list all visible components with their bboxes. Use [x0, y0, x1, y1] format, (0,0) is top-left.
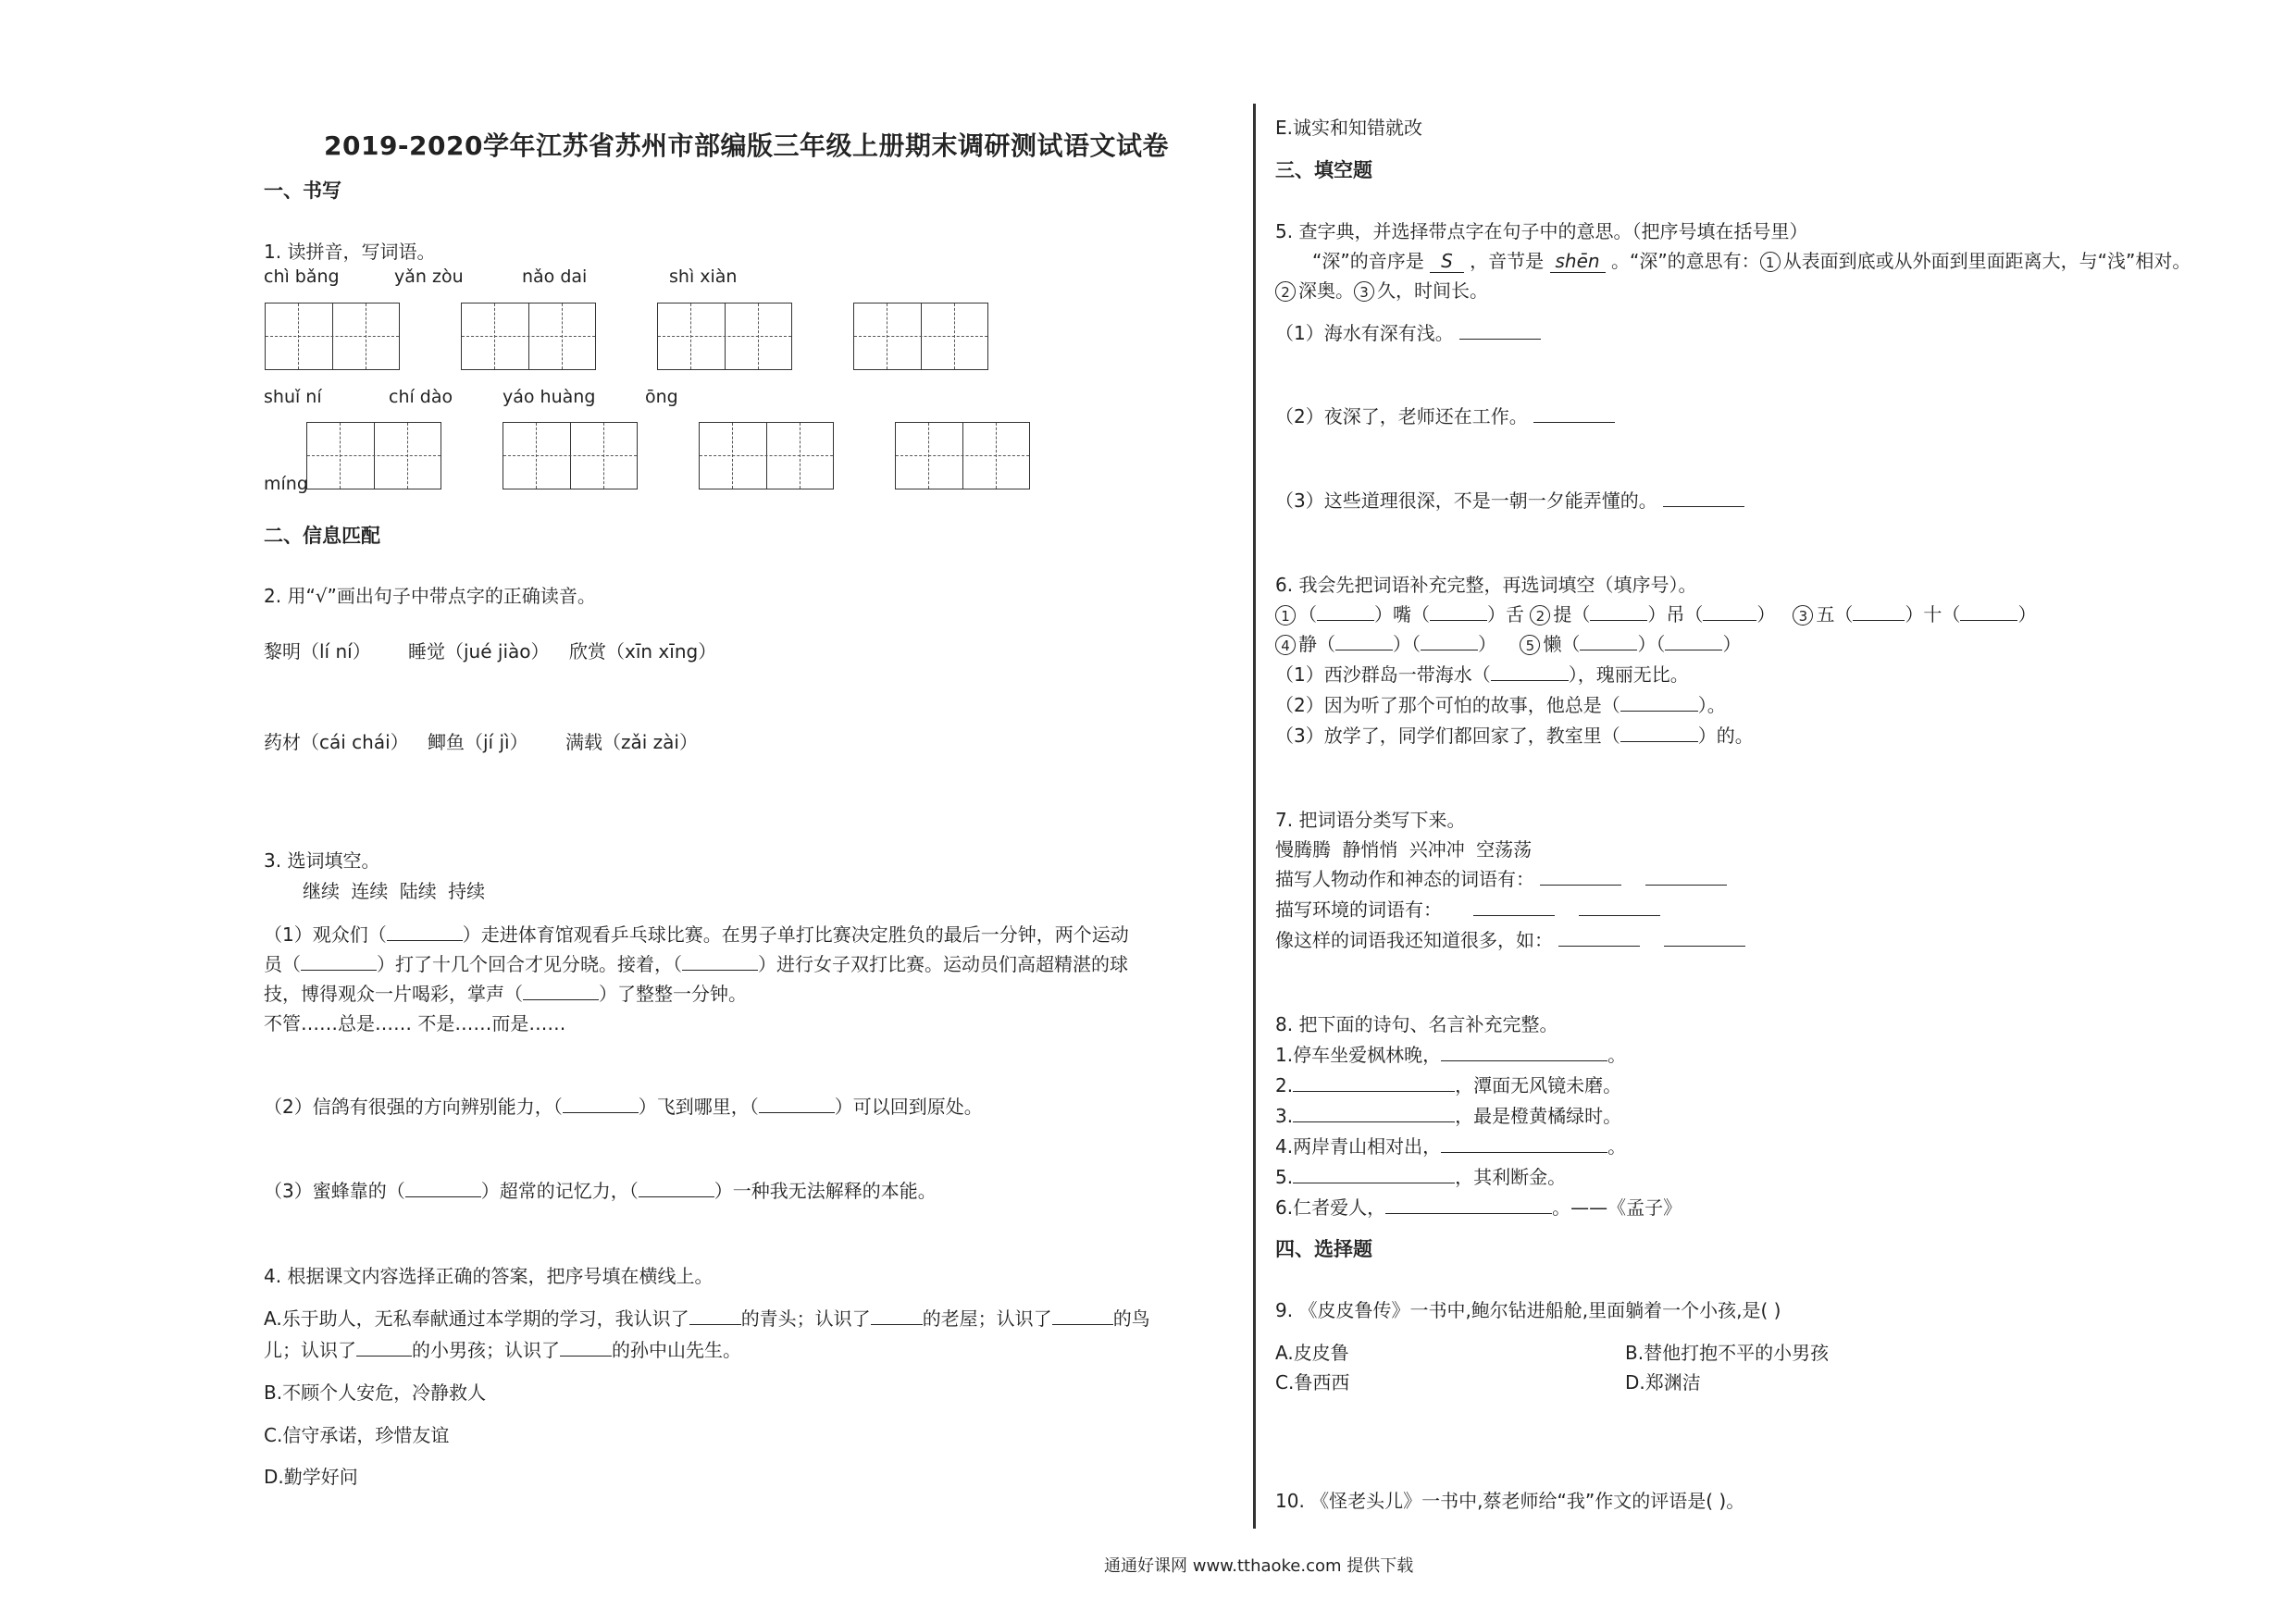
- blank[interactable]: [1459, 322, 1541, 340]
- blank[interactable]: [560, 1339, 612, 1357]
- q2-option: 睡觉（jué jiào）: [408, 640, 550, 663]
- question-9: 9. 《皮皮鲁传》一书中,鲍尔钻进船舱,里面躺着一个小孩,是( ): [1275, 1299, 1781, 1321]
- text: 3.: [1275, 1105, 1294, 1127]
- writing-grid[interactable]: [657, 303, 792, 370]
- q3-item-2: [264, 1092, 983, 1119]
- blank[interactable]: [1558, 929, 1640, 947]
- section-fill-blank: 三、填空题: [1275, 159, 1372, 181]
- circled-number: 4: [1275, 635, 1296, 655]
- pinyin-ming: míng: [264, 474, 308, 494]
- text: ）: [2017, 603, 2037, 626]
- text: 的老屋；认识了: [922, 1307, 1052, 1330]
- text: ）十（: [1905, 603, 1961, 626]
- q4-option-b: B.不顾个人安危，冷静救人: [264, 1381, 487, 1404]
- text: 的鸟: [1112, 1307, 1150, 1330]
- q8-item-1: [1275, 1040, 1626, 1067]
- q9-option-d[interactable]: D.郑渊洁: [1625, 1371, 1701, 1394]
- text: ）: [1478, 633, 1496, 655]
- blank[interactable]: [682, 953, 758, 971]
- text: （3）这些道理很深，不是一朝一夕能弄懂的。: [1275, 489, 1657, 512]
- q4-option-e: E.诚实和知错就改: [1275, 117, 1422, 139]
- text: ，音节是: [1470, 250, 1545, 272]
- text: ）走进体育馆观看乒乓球比赛。在男子单打比赛决定胜负的最后一分钟，两个运动: [462, 923, 1129, 946]
- q6-item-3: [1275, 721, 1754, 748]
- question-4: 4. 根据课文内容选择正确的答案，把序号填在横线上。: [264, 1265, 714, 1287]
- q4-option-d: D.勤学好问: [264, 1466, 358, 1488]
- writing-grid[interactable]: [699, 422, 834, 489]
- text: 提（: [1553, 603, 1591, 626]
- text: ）舌: [1487, 603, 1524, 626]
- text: 从表面到底或从外面到里面距离大，与“浅”相对。: [1782, 250, 2191, 272]
- blank[interactable]: [1703, 603, 1756, 621]
- blank[interactable]: [1052, 1307, 1113, 1325]
- blank[interactable]: [1421, 633, 1478, 650]
- question-6: 6. 我会先把词语补充完整，再选词填空（填序号）。: [1275, 574, 1697, 596]
- text: ）吊（: [1647, 603, 1704, 626]
- q6-row-1: [1275, 600, 2036, 626]
- text: 。: [1607, 1044, 1627, 1066]
- text: 4.两岸青山相对出，: [1275, 1135, 1442, 1158]
- pinyin-shuini: shuǐ ní: [264, 387, 322, 407]
- text: ）: [1756, 603, 1776, 626]
- text: ，潭面无风镜未磨。: [1455, 1074, 1622, 1096]
- text: ）飞到哪里，（: [638, 1096, 759, 1118]
- text: （2）因为听了那个可怕的故事，他总是（: [1275, 694, 1620, 716]
- text: ）（: [1637, 633, 1666, 655]
- text: 。“深”的意思有：: [1610, 250, 1760, 272]
- blank[interactable]: [387, 923, 463, 941]
- blank[interactable]: [871, 1307, 923, 1325]
- q8-item-6: [1275, 1193, 1682, 1220]
- writing-grid[interactable]: [503, 422, 638, 489]
- text: （1）西沙群岛一带海水（: [1275, 663, 1491, 686]
- text: ）（: [1393, 633, 1421, 655]
- question-7: 7. 把词语分类写下来。: [1275, 809, 1466, 831]
- section-writing: 一、书写: [264, 180, 341, 202]
- blank[interactable]: [1473, 898, 1555, 916]
- q5-intro-line1: [1312, 246, 2191, 273]
- text: 描写环境的词语有：: [1275, 898, 1442, 921]
- blank[interactable]: [1385, 1196, 1552, 1214]
- q4-option-a-line1: [264, 1304, 1150, 1331]
- writing-grid[interactable]: [306, 422, 441, 489]
- text: 的青头；认识了: [740, 1307, 871, 1330]
- text: 久，时间长。: [1377, 279, 1488, 302]
- blank[interactable]: [639, 1180, 714, 1197]
- text: ）进行女子双打比赛。运动员们高超精湛的球: [758, 953, 1128, 975]
- text: （1）海水有深有浅。: [1275, 322, 1454, 344]
- text: A.乐于助人，无私奉献通过本学期的学习，我认识了: [264, 1307, 689, 1330]
- text: ）嘴（: [1374, 603, 1430, 626]
- blank[interactable]: [1960, 603, 2017, 621]
- text: 。——《孟子》: [1552, 1196, 1682, 1219]
- q3-conjunctions: 不管……总是…… 不是……而是……: [264, 1012, 566, 1035]
- writing-grid[interactable]: [265, 303, 400, 370]
- text: ）。: [1697, 694, 1726, 716]
- text: “深”的音序是: [1312, 250, 1424, 272]
- pinyin-ong: ōng: [645, 387, 678, 407]
- text: 1.停车坐爱枫林晚，: [1275, 1044, 1442, 1066]
- text: 的小男孩；认识了: [412, 1339, 560, 1361]
- blank[interactable]: [1335, 633, 1393, 650]
- q5-item-3: [1275, 486, 1744, 513]
- text: （1）观众们（: [264, 923, 387, 946]
- q7-line-b: [1275, 895, 1660, 922]
- circled-number: 5: [1520, 635, 1540, 655]
- q8-item-5: [1275, 1162, 1566, 1189]
- blank[interactable]: [1441, 1135, 1607, 1153]
- q2-option: 黎明（lí ní）: [264, 640, 371, 663]
- circled-number: 1: [1760, 252, 1781, 272]
- circled-number: 3: [1354, 281, 1374, 302]
- text: ）的。: [1697, 725, 1754, 747]
- q3-item-3: [264, 1176, 937, 1203]
- blank[interactable]: [1293, 1105, 1455, 1122]
- question-8: 8. 把下面的诗句、名言补充完整。: [1275, 1013, 1558, 1035]
- section-multiple-choice: 四、选择题: [1275, 1238, 1372, 1260]
- writing-grid[interactable]: [895, 422, 1030, 489]
- q8-item-3: [1275, 1101, 1621, 1128]
- q3-word-bank: 继续 连续 陆续 持续: [303, 880, 486, 902]
- question-5: 5. 查字典，并选择带点字在句子中的意思。（把序号填在括号里）: [1275, 220, 1808, 242]
- text: （2）夜深了，老师还在工作。: [1275, 405, 1528, 427]
- blank[interactable]: [1491, 663, 1569, 681]
- q2-option: 药材（cái chái）: [264, 731, 409, 753]
- page-title: 2019-2020学年江苏省苏州市部编版三年级上册期末调研测试语文试卷: [324, 130, 1169, 161]
- text: ）: [1722, 633, 1742, 655]
- blank[interactable]: [689, 1307, 741, 1325]
- text: 。: [1607, 1135, 1627, 1158]
- q4-option-c: C.信守承诺，珍惜友谊: [264, 1424, 450, 1446]
- pinyin-chibang: chì bǎng: [264, 266, 340, 287]
- circled-number: 2: [1530, 605, 1550, 626]
- text: ）了整整一分钟。: [599, 983, 747, 1005]
- blank[interactable]: [759, 1096, 835, 1113]
- text: 静（: [1298, 633, 1335, 655]
- text: 儿；认识了: [264, 1339, 356, 1361]
- blank[interactable]: [523, 983, 599, 1000]
- pinyin-chidao: chí dào: [389, 387, 453, 407]
- q5-item-2: [1275, 402, 1615, 428]
- blank[interactable]: [1663, 489, 1744, 507]
- blank[interactable]: [1665, 633, 1722, 650]
- section-matching: 二、信息匹配: [264, 525, 380, 547]
- q9-option-c[interactable]: C.鲁西西: [1275, 1371, 1350, 1394]
- q4-option-a-line2: [264, 1335, 741, 1362]
- text: ）超常的记忆力，（: [480, 1180, 639, 1202]
- q7-line-c: [1275, 925, 1745, 952]
- q3-para-line3: [264, 979, 747, 1006]
- q6-item-2: [1275, 690, 1726, 717]
- blank[interactable]: [1441, 1044, 1607, 1061]
- blank[interactable]: [1293, 1074, 1455, 1092]
- q3-para-line1: [264, 920, 1129, 947]
- initial-letter: S: [1430, 250, 1464, 273]
- column-divider: [1253, 104, 1256, 1529]
- blank[interactable]: [1645, 868, 1727, 886]
- blank[interactable]: [1317, 603, 1374, 621]
- writing-grid[interactable]: [853, 303, 988, 370]
- question-2: 2. 用“√”画出句子中带点字的正确读音。: [264, 585, 596, 607]
- text: ），瑰丽无比。: [1568, 663, 1689, 686]
- blank[interactable]: [1590, 603, 1647, 621]
- blank[interactable]: [405, 1180, 481, 1197]
- blank[interactable]: [1579, 898, 1660, 916]
- blank[interactable]: [1430, 603, 1487, 621]
- q8-item-4: [1275, 1132, 1626, 1158]
- q6-item-1: [1275, 660, 1689, 687]
- text: ）一种我无法解释的本能。: [714, 1180, 937, 1202]
- text: （3）蜜蜂靠的（: [264, 1180, 405, 1202]
- syllable: shēn: [1550, 250, 1606, 273]
- text: 技，博得观众一片喝彩，掌声（: [264, 983, 523, 1005]
- text: ）打了十几个回合才见分晓。接着，（: [377, 953, 682, 975]
- text: ）可以回到原处。: [834, 1096, 983, 1118]
- blank[interactable]: [563, 1096, 639, 1113]
- text: 五（: [1816, 603, 1854, 626]
- text: 懒（: [1543, 633, 1581, 655]
- q7-word-bank: 慢腾腾 静悄悄 兴冲冲 空荡荡: [1275, 838, 1533, 861]
- q2-option: 欣赏（xīn xīng）: [569, 640, 717, 663]
- writing-grid[interactable]: [461, 303, 596, 370]
- text: 5.: [1275, 1166, 1294, 1188]
- text: ，最是橙黄橘绿时。: [1455, 1105, 1622, 1127]
- text: 像这样的词语我还知道很多，如：: [1275, 929, 1553, 951]
- question-3: 3. 选词填空。: [264, 849, 380, 872]
- text: （: [1298, 603, 1317, 626]
- pinyin-naodai: nǎo dai: [522, 266, 588, 287]
- q2-option: 满载（zǎi zài）: [565, 731, 698, 753]
- blank[interactable]: [1533, 405, 1615, 423]
- q9-option-b[interactable]: B.替他打抱不平的小男孩: [1625, 1342, 1830, 1364]
- text: 2.: [1275, 1074, 1294, 1096]
- question-10: 10. 《怪老头儿》一书中,蔡老师给“我”作文的评语是( )。: [1275, 1490, 1745, 1512]
- blank[interactable]: [1620, 725, 1698, 742]
- blank[interactable]: [1540, 868, 1621, 886]
- q8-item-2: [1275, 1071, 1621, 1097]
- blank[interactable]: [356, 1339, 412, 1357]
- q3-para-line2: [264, 949, 1128, 976]
- text: 员（: [264, 953, 301, 975]
- question-1: 1. 读拼音，写词语。: [264, 241, 436, 263]
- text: ，其利断金。: [1455, 1166, 1567, 1188]
- circled-number: 3: [1793, 605, 1813, 626]
- blank[interactable]: [1580, 633, 1637, 650]
- text: 6.仁者爱人，: [1275, 1196, 1386, 1219]
- text: 的孙中山先生。: [612, 1339, 741, 1361]
- q5-intro-line2: [1275, 276, 1488, 303]
- q6-row-2: [1275, 629, 1741, 656]
- blank[interactable]: [1620, 694, 1698, 712]
- q5-item-1: [1275, 318, 1541, 345]
- q7-line-a: [1275, 864, 1727, 891]
- blank[interactable]: [1853, 603, 1905, 621]
- q2-option: 鲫鱼（jí jì）: [428, 731, 528, 753]
- q9-option-a[interactable]: A.皮皮鲁: [1275, 1342, 1349, 1364]
- footer-source: 通通好课网 www.tthaoke.com 提供下载: [1104, 1556, 1414, 1576]
- circled-number: 2: [1275, 281, 1296, 302]
- circled-number: 1: [1275, 605, 1296, 626]
- blank[interactable]: [1293, 1166, 1455, 1183]
- text: 描写人物动作和神态的词语有：: [1275, 868, 1534, 890]
- text: （2）信鸽有很强的方向辨别能力，（: [264, 1096, 563, 1118]
- pinyin-yanzou: yǎn zòu: [394, 266, 464, 287]
- text: （3）放学了，同学们都回家了，教室里（: [1275, 725, 1620, 747]
- pinyin-shixian: shì xiàn: [669, 266, 738, 287]
- blank[interactable]: [301, 953, 377, 971]
- text: 深奥。: [1298, 279, 1354, 302]
- blank[interactable]: [1664, 929, 1745, 947]
- pinyin-yaohuang: yáo huàng: [503, 387, 596, 407]
